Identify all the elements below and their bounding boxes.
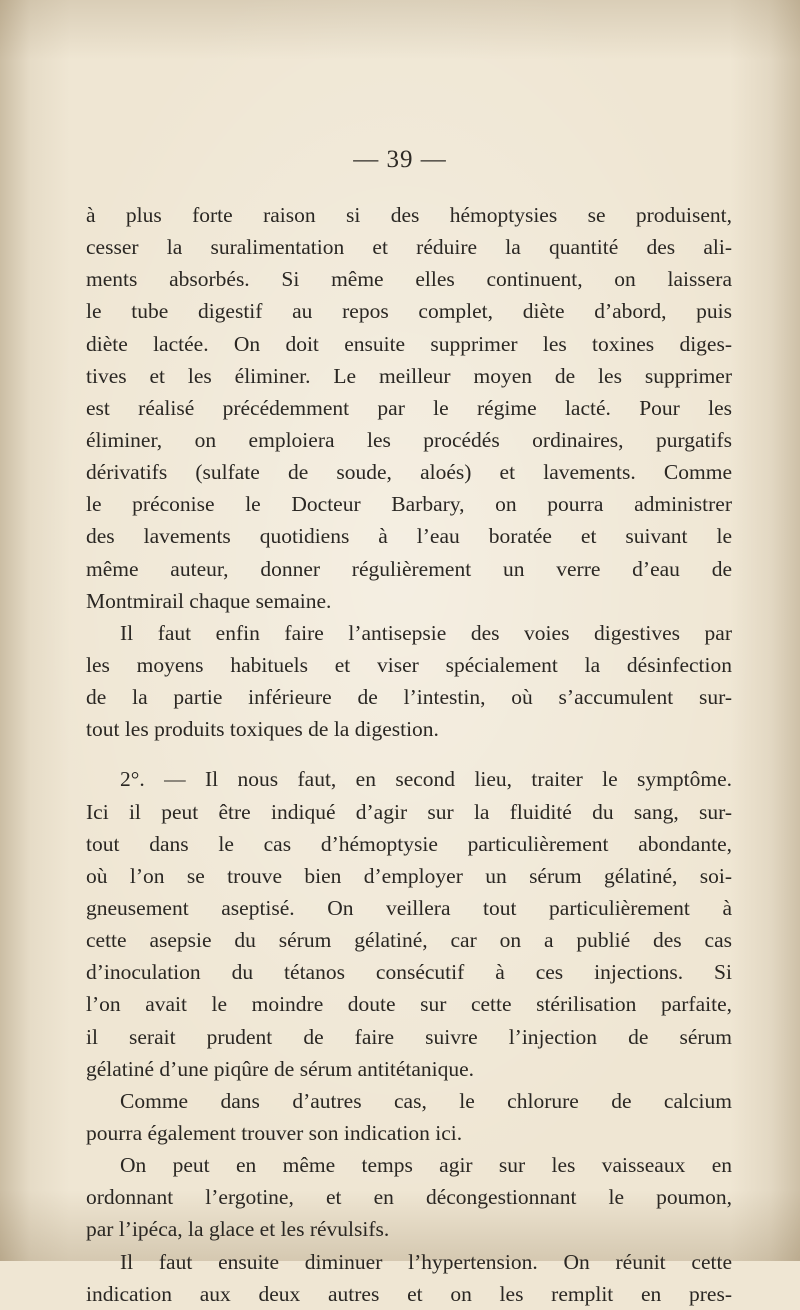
text-line: tout les produits toxiques de la digestion. [86, 717, 439, 742]
text-line: de la partie inférieure de l’intestin, où s’accumulent sur- [86, 685, 732, 710]
text-line: est réalisé précédemment par le régime lacté. Pour les [86, 395, 732, 420]
text-line: indication aux deux autres et on les remplit en pres- [86, 1281, 732, 1306]
text-line: cette asepsie du sérum gélatiné, car on a publié des cas [86, 928, 732, 953]
text-line: d’inoculation du tétanos consécutif à ces injections. Si [86, 960, 732, 985]
text-line: Comme dans d’autres cas, le chlorure de calcium [120, 1088, 732, 1113]
text-line: cesser la suralimentation et réduire la quantité des ali- [86, 235, 732, 260]
text-line: le préconise le Docteur Barbary, on pourra administrer [86, 492, 732, 517]
text-line: tives et les éliminer. Le meilleur moyen de les supprimer [86, 363, 732, 388]
text-line: Il faut enfin faire l’antisepsie des voies digestives par [120, 620, 732, 645]
text-line: les moyens habituels et viser spécialement la désinfection [86, 652, 732, 677]
text-line: Il faut ensuite diminuer l’hypertension. On réunit cette [120, 1249, 732, 1274]
text-line: par l’ipéca, la glace et les révulsifs. [86, 1217, 390, 1242]
text-line: ments absorbés. Si même elles continuent, on laissera [86, 267, 732, 292]
text-line: gneusement aseptisé. On veillera tout particulièrement à [86, 895, 732, 920]
text-line: à plus forte raison si des hémoptysies se produisent, [86, 203, 732, 227]
body-text [86, 199, 732, 1310]
text-line: des lavements quotidiens à l’eau boratée et suivant le [86, 524, 732, 549]
text-line: l’on avait le moindre doute sur cette stérilisation parfaite, [86, 992, 732, 1017]
text-line: gélatiné d’une piqûre de sérum antitétanique. [86, 1056, 475, 1081]
text-line: diète lactée. On doit ensuite supprimer les toxines diges- [86, 331, 732, 356]
text-line: le tube digestif au repos complet, diète d’abord, puis [86, 299, 732, 324]
paragraph-gap [86, 745, 732, 763]
text-line: tout dans le cas d’hémoptysie particulièrement abondante, [86, 831, 732, 856]
text-line: dérivatifs (sulfate de soude, aloés) et lavements. Comme [86, 460, 732, 485]
text-line: pourra également trouver son indication ici. [86, 1120, 463, 1145]
text-line: 2°. — Il nous faut, en second lieu, traiter le symptôme. [120, 767, 732, 792]
text-line: il serait prudent de faire suivre l’injection de sérum [86, 1024, 732, 1049]
text-line: ordonnant l’ergotine, et en décongestionnant le poumon, [86, 1185, 732, 1210]
page-number: — 39 — [353, 146, 447, 173]
text-line: On peut en même temps agir sur les vaisseaux en [120, 1153, 732, 1178]
text-line: où l’on se trouve bien d’employer un sérum gélatiné, soi- [86, 863, 732, 888]
text-line: Montmirail chaque semaine. [86, 588, 332, 613]
text-line: éliminer, on emploiera les procédés ordinaires, purgatifs [86, 427, 732, 452]
text-line: Ici il peut être indiqué d’agir sur la fluidité du sang, sur- [86, 799, 732, 824]
text-line: même auteur, donner régulièrement un verre d’eau de [86, 556, 732, 581]
